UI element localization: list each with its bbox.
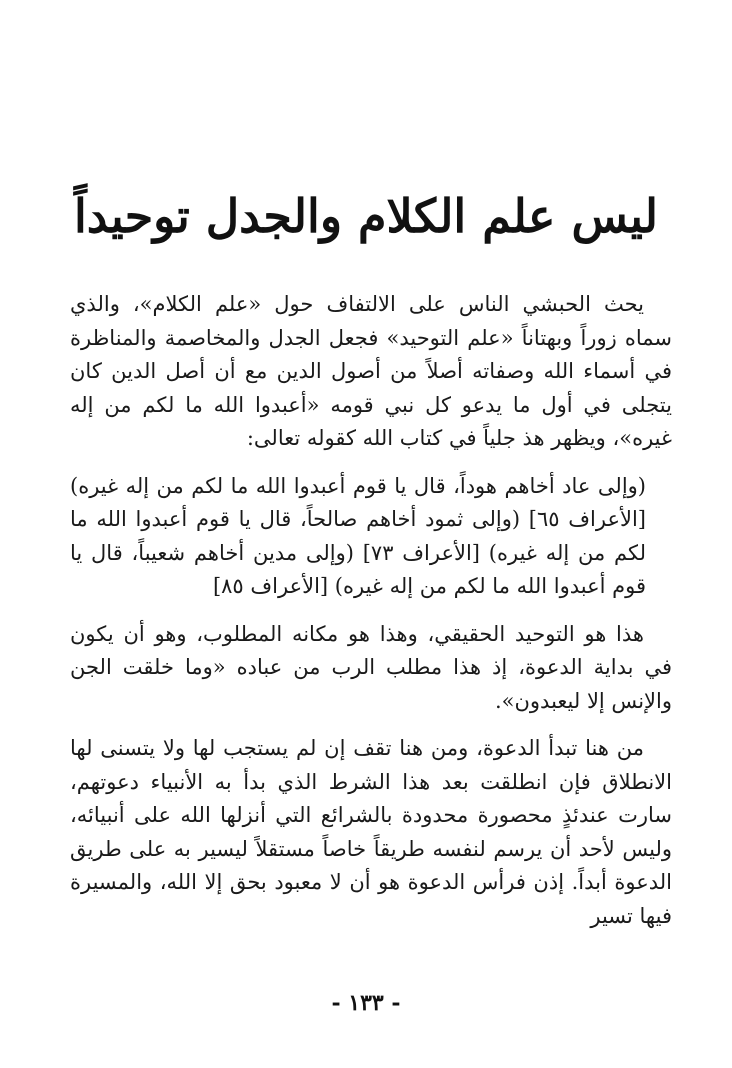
paragraph-dawah: من هنا تبدأ الدعوة، ومن هنا تقف إن لم يستجب لها ولا يتسنى لها الانطلاق فإن انطلقت بعد هذا الشرط الذي بدأ به الأنبياء دعوتهم، سارت عندئذٍ محصورة محدودة بالشرائع التي أنزلها الله على أنبيائه، وليس لأحد أن يرسم لنفسه طريقاً خاصاً مستقلاً ليسير به على طريق الدعوة أبداً. إذن فرأس الدعوة هو أن لا معبود بحق إلا الله، والمسيرة فيها تسير — [70, 736, 672, 928]
body-text — [70, 288, 672, 933]
chapter-title: ليس علم الكلام والجدل توحيداً — [73, 188, 659, 243]
paragraph-quran-quote: (وإلى عاد أخاهم هوداً، قال يا قوم أعبدوا الله ما لكم من إله غيره) [الأعراف ٦٥] (وإلى ثمود أخاهم صالحاً، قال يا قوم أعبدوا الله ما لكم من إله غيره) [الأعراف ٧٣] (وإلى مدين أخاهم شعيباً، قال يا قوم أعبدوا الله ما لكم من إله غيره) [الأعراف ٨٥] — [70, 473, 646, 598]
paragraph-tawhid: هذا هو التوحيد الحقيقي، وهذا هو مكانه المطلوب، وهو أن يكون في بداية الدعوة، إذ هذا مطلب الرب من عباده «وما خلقت الجن والإنس إلا ليعبدون». — [70, 621, 672, 713]
page-number: - ١٣٣ - — [331, 990, 401, 1016]
paragraph-intro: يحث الحبشي الناس على الالتفاف حول «علم الكلام»، والذي سماه زوراً وبهتاناً «علم التوحيد» فجعل الجدل والمخاصمة والمناظرة في أسماء الله وصفاته أصلاً من أصول الدين مع أن أصل الدين كان يتجلى في أول ما يدعو كل نبي قومه «أعبدوا الله ما لكم من إله غيره»، ويظهر هذ جلياً في كتاب الله كقوله تعالى: — [70, 292, 672, 450]
